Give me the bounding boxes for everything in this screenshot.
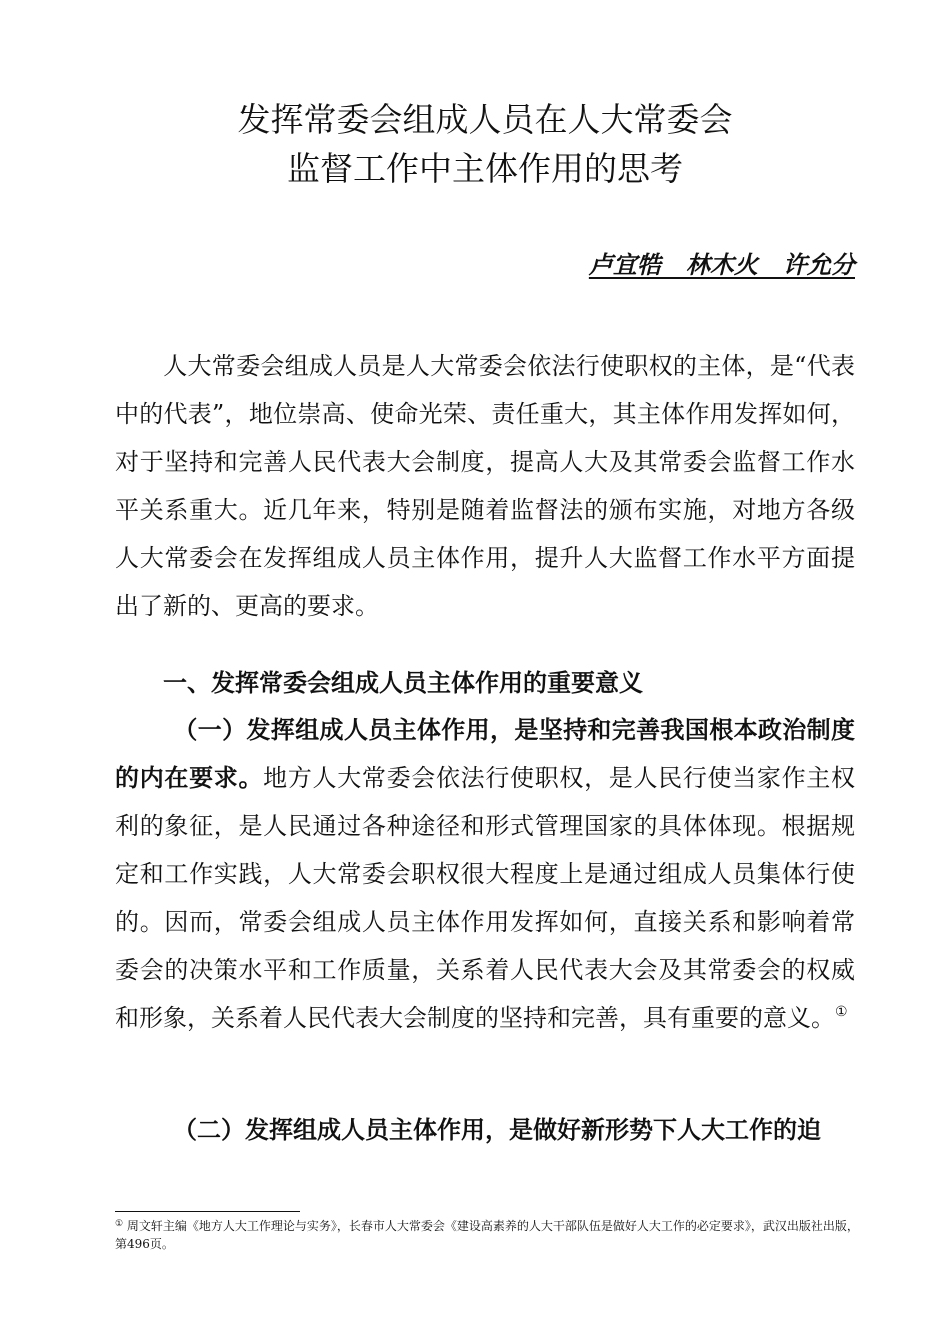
footnote-divider <box>115 1211 300 1212</box>
section-heading-1: 一、发挥常委会组成人员主体作用的重要意义 <box>163 669 643 697</box>
footnote-text: 周文轩主编《地方人大工作理论与实务》，长春市人大常委会《建设高素养的人大干部队伍是做好人大工作的必定要求》，武汉出版社出版，第496页。 <box>115 1219 859 1251</box>
footnote-reference-mark: ① <box>835 1004 848 1020</box>
subsection-1-body: 地方人大常委会依法行使职权，是人民行使当家作主权利的象征，是人民通过各种途径和形式管理国家的具体体现。根据规定和工作实践，人大常委会职权很大程度上是通过组成人员集体行使的。因而，常委会组成人员主体作用发挥如何，直接关系和影响着常委会的决策水平和工作质量，关系着人民代表大会及其常委会的权威和形象，关系着人民代表大会制度的坚持和完善，具有重要的意义。 <box>115 764 856 1032</box>
subsection-1-paragraph <box>115 706 855 1042</box>
intro-text: 人大常委会组成人员是人大常委会依法行使职权的主体，是“代表中的代表”，地位崇高、使命光荣、责任重大，其主体作用发挥如何，对于坚持和完善人民代表大会制度，提高人大及其常委会监督工作水平关系重大。近几年来，特别是随着监督法的颁布实施，对地方各级人大常委会在发挥组成人员主体作用，提升人大监督工作水平方面提出了新的、更高的要求。 <box>115 352 855 620</box>
footnote-mark: ① <box>115 1219 124 1229</box>
footnote <box>115 1217 860 1253</box>
subsection-2-paragraph <box>115 1106 855 1154</box>
subsection-1-title: （一）发挥组成人员主体作用，是坚持和完善我国根本政治制度的内在要求。 <box>115 716 855 792</box>
document-title-line-1: 发挥常委会组成人员在人大常委会 <box>237 100 733 139</box>
document-title-line-2: 监督工作中主体作用的思考 <box>287 149 683 188</box>
authors-line: 卢宜牿 林木火 许允分 <box>588 250 855 279</box>
intro-paragraph <box>115 342 855 630</box>
subsection-2-title: （二）发挥组成人员主体作用，是做好新形势下人大工作的迫 <box>173 1116 821 1144</box>
